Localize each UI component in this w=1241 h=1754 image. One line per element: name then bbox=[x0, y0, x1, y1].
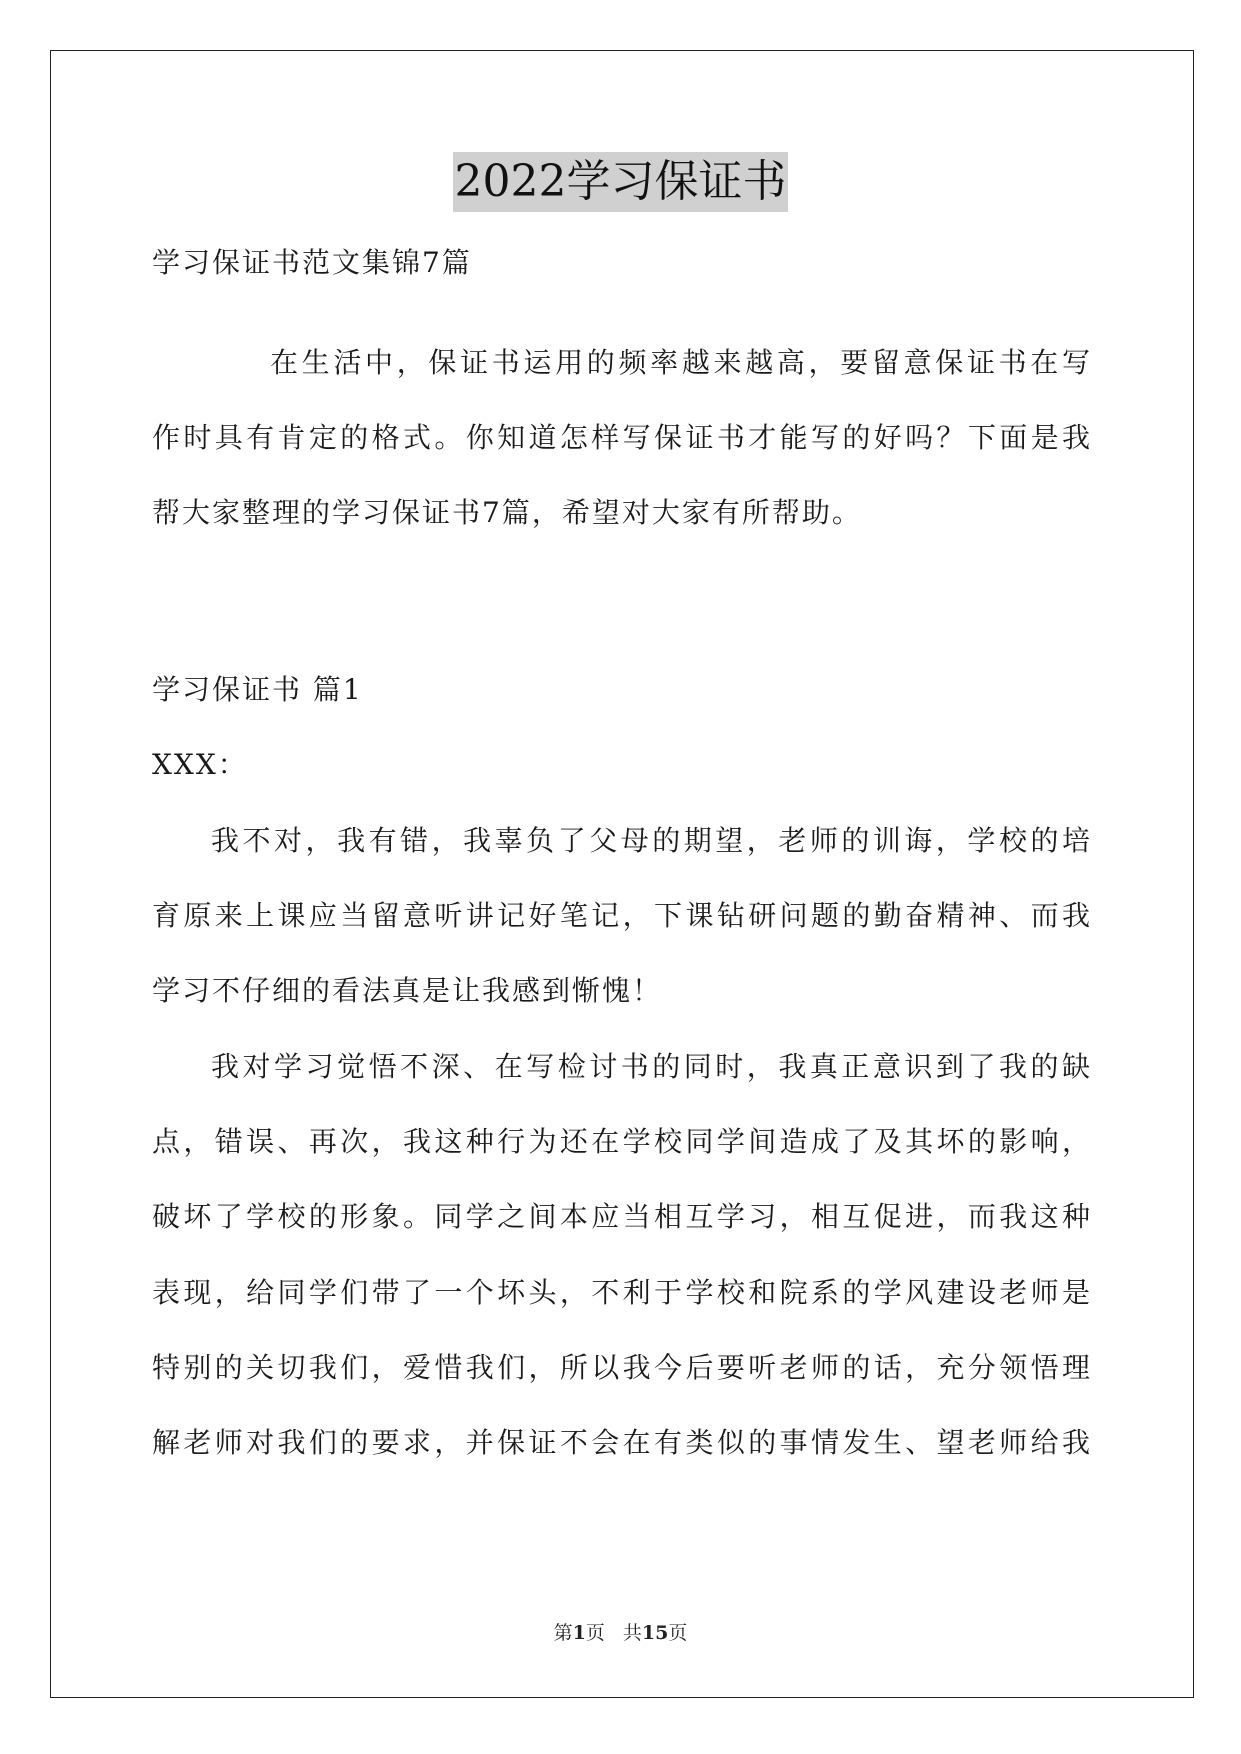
paragraph-line: 育原来上课应当留意听讲记好笔记，下课钻研问题的勤奋精神、而我 bbox=[152, 899, 1092, 932]
footer-total-prefix: 共 bbox=[622, 1622, 642, 1644]
footer-page-prefix: 第 bbox=[553, 1622, 573, 1644]
page-footer bbox=[0, 1621, 1241, 1645]
footer-total-suffix: 页 bbox=[668, 1622, 688, 1644]
document-title: 2022学习保证书 bbox=[453, 152, 789, 212]
paragraph-line: 我不对，我有错，我辜负了父母的期望，老师的训诲，学校的培 bbox=[211, 824, 1092, 857]
paragraph-line: 破坏了学校的形象。同学之间本应当相互学习，相互促进，而我这种 bbox=[152, 1200, 1092, 1233]
intro-line: 在生活中，保证书运用的频率越来越高，要留意保证书在写 bbox=[270, 346, 1092, 379]
paragraph-line: 表现，给同学们带了一个坏头，不利于学校和院系的学风建设老师是 bbox=[152, 1276, 1092, 1309]
title-container bbox=[0, 152, 1241, 212]
paragraph-line: 我对学习觉悟不深、在写检讨书的同时，我真正意识到了我的缺 bbox=[211, 1050, 1092, 1083]
document-subtitle: 学习保证书范文集锦7篇 bbox=[152, 246, 472, 279]
footer-page-current: 1 bbox=[572, 1622, 586, 1644]
intro-line: 作时具有肯定的格式。你知道怎样写保证书才能写的好吗？下面是我 bbox=[152, 421, 1092, 454]
footer-page-total: 15 bbox=[641, 1622, 669, 1644]
paragraph-line: 学习不仔细的看法真是让我感到惭愧！ bbox=[152, 974, 663, 1007]
intro-line: 帮大家整理的学习保证书7篇，希望对大家有所帮助。 bbox=[152, 496, 862, 529]
paragraph-line: 点，错误、再次，我这种行为还在学校同学间造成了及其坏的影响， bbox=[152, 1125, 1092, 1158]
footer-page-suffix: 页 bbox=[585, 1622, 605, 1644]
section-heading: 学习保证书 篇1 bbox=[152, 673, 363, 706]
paragraph-line: 特别的关切我们，爱惜我们，所以我今后要听老师的话，充分领悟理 bbox=[152, 1351, 1092, 1384]
salutation: XXX： bbox=[152, 748, 248, 781]
paragraph-line: 解老师对我们的要求，并保证不会在有类似的事情发生、望老师给我 bbox=[152, 1426, 1092, 1459]
